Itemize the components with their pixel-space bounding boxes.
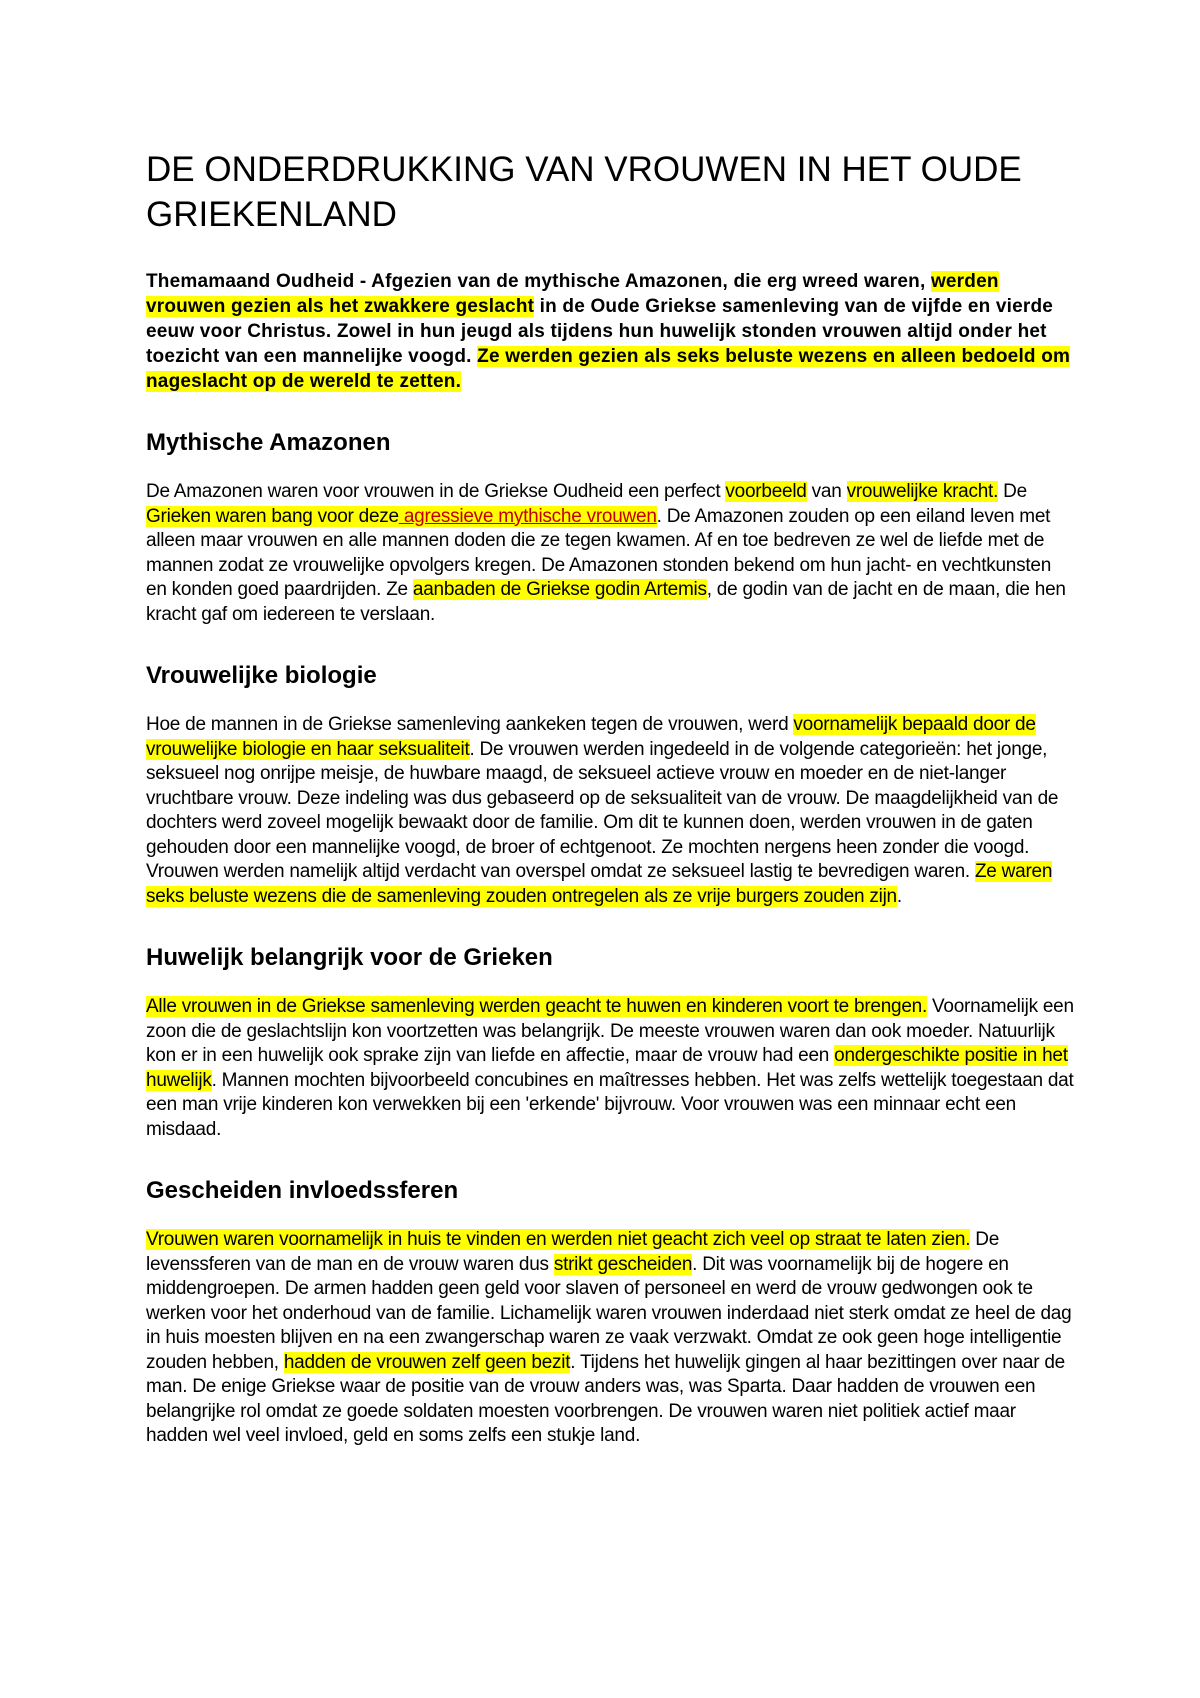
highlight: hadden de vrouwen zelf geen bezit: [283, 1351, 571, 1373]
highlight: voornamelijk bepaald door de vrouwelijke biologie en haar seksualiteit: [146, 714, 1036, 760]
hyperlink-agressieve-mythische-vrouwen[interactable]: agressieve mythische vrouwen: [398, 505, 657, 527]
highlight: aanbaden de Griekse godin Artemis: [412, 579, 707, 600]
section-heading-huwelijk: Huwelijk belangrijk voor de Grieken: [146, 944, 553, 971]
text-segment: .: [896, 885, 902, 907]
intro-text-segment: Themamaand Oudheid - Afgezien van de mythische Amazonen, die erg wreed waren,: [146, 271, 931, 292]
text-segment: Hoe de mannen in de Griekse samenleving aankeken tegen de vrouwen, werd: [146, 714, 794, 735]
section-heading-invloedssferen: Gescheiden invloedssferen: [146, 1177, 459, 1204]
highlight: voorbeeld: [725, 481, 807, 502]
text-segment: van: [806, 481, 847, 502]
text-segment: . De Amazonen zouden op een eiland leven met alleen maar vrouwen en alle mannen doden die ze tegen kwamen. Af en toe bedreven ze wel de liefde met de mannen zodat ze vrouwelijke opvolgers kregen. De Amazonen stonden bekend om hun jacht- en vechtkunsten en konden goed paardrijden. Ze: [146, 505, 1052, 600]
highlight: Grieken waren bang voor deze: [146, 505, 399, 527]
text-segment: . Tijdens het huwelijk gingen al haar bezittingen over naar de man. De enige Griekse waar de positie van de vrouw anders was, was Sparta. Daar hadden de vrouwen een belangrijke rol omdat ze goede soldaten moesten voorbrengen. De vrouwen waren niet politiek actief maar hadden wel veel invloed, geld en soms zelfs een stukje land.: [146, 1351, 1065, 1446]
document-title: DE ONDERDRUKKING VAN VROUWEN IN HET OUDE GRIEKENLAND: [146, 150, 1022, 234]
highlight: Ze waren seks beluste wezens die de samenleving zouden ontregelen als ze vrije burgers zouden zijn: [146, 861, 1053, 907]
intro-highlight: Ze werden gezien als seks beluste wezens en alleen bedoeld om nageslacht op de wereld te zetten.: [146, 346, 1071, 392]
section-heading-biologie: Vrouwelijke biologie: [146, 662, 377, 689]
section-heading-amazonen: Mythische Amazonen: [146, 429, 391, 456]
section-paragraph-amazonen: [146, 480, 1076, 627]
text-segment: De: [998, 481, 1027, 502]
intro-text-segment: in de Oude Griekse samenleving van de vijfde en vierde eeuw voor Christus. Zowel in hun jeugd als tijdens hun huwelijk stonden vrouwen altijd onder het toezicht van een mannelijke voogd.: [146, 296, 1054, 367]
highlight: Alle vrouwen in de Griekse samenleving werden geacht te huwen en kinderen voort te brengen.: [146, 996, 928, 1017]
highlight: vrouwelijke kracht.: [846, 481, 999, 502]
section-paragraph-biologie: [146, 713, 1076, 909]
text-segment: . Dit was voornamelijk bij de hogere en middengroepen. De armen hadden geen geld voor slaven of personeel en werd de vrouw gedwongen ook te werken voor het onderhoud van de familie. Lichamelijk waren vrouwen inderdaad niet sterk omdat ze heel de dag in huis moesten blijven en na een zwangerschap waren ze vaak verzwakt. Omdat ze ook geen hoge intelligentie zouden hebben,: [146, 1253, 1072, 1373]
highlight: strikt gescheiden: [553, 1253, 693, 1275]
text-segment: Voornamelijk een zoon die de geslachtslijn kon voortzetten was belangrijk. De meeste vrouwen waren dan ook moeder. Natuurlijk kon er in een huwelijk ook sprake zijn van liefde en affectie, maar de vrouw had een: [146, 996, 1074, 1066]
text-segment: . De vrouwen werden ingedeeld in de volgende categorieën: het jonge, seksueel nog onrijpe meisje, de huwbare maagd, de seksueel actieve vrouw en moeder en de niet-langer vruchtbare vrouw. Deze indeling was dus gebaseerd op de seksualiteit van de vrouw. De maagdelijkheid van de dochters werd zoveel mogelijk bewaakt door de familie. Om dit te kunnen doen, werden vrouwen in de gaten gehouden door een mannelijke voogd, de broer of echtgenoot. Ze mochten nergens heen zonder die voogd. Vrouwen werden namelijk altijd verdacht van overspel omdat ze seksueel lastig te bevredigen waren.: [146, 738, 1059, 882]
intro-highlight: werden vrouwen gezien als het zwakkere geslacht: [146, 271, 999, 317]
text-segment: De Amazonen waren voor vrouwen in de Griekse Oudheid een perfect: [146, 481, 726, 502]
section-paragraph-invloedssferen: [146, 1228, 1076, 1449]
text-segment: , de godin van de jacht en de maan, die hen kracht gaf om iedereen te verslaan.: [146, 579, 1066, 625]
section-paragraph-huwelijk: [146, 995, 1076, 1142]
document-content: [146, 147, 1076, 1449]
text-segment: . Mannen mochten bijvoorbeeld concubines en maîtresses hebben. Het was zelfs wettelijk toegestaan dat een man vrije kinderen kon verwekken bij een 'erkende' bijvrouw. Voor vrouwen was een minnaar echt een misdaad.: [146, 1069, 1074, 1140]
highlight: Vrouwen waren voornamelijk in huis te vinden en werden niet geacht zich veel op straat te laten zien.: [146, 1229, 971, 1250]
intro-paragraph: [146, 269, 1076, 394]
text-segment: De levenssferen van de man en de vrouw waren dus: [146, 1229, 1000, 1275]
highlight: ondergeschikte positie in het huwelijk: [146, 1045, 1068, 1091]
